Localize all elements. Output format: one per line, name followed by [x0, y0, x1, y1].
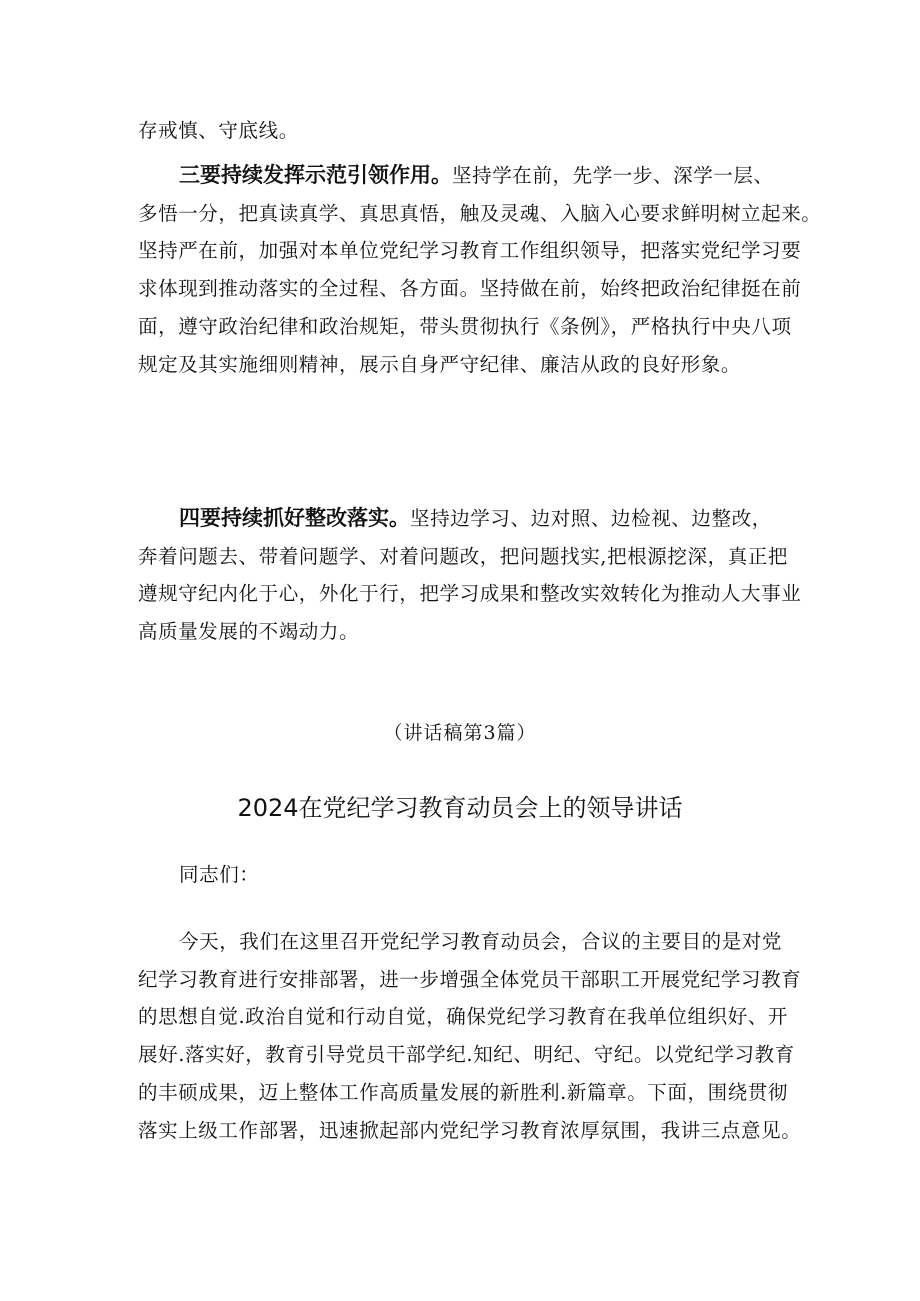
text-line: 奔着问题去、带着问题学、对着问题改，把问题找实,把根源挖深，真正把 [138, 544, 788, 568]
text-line: 纪学习教育进行安排部署，进一步增强全体党员干部职工开展党纪学习教育 [138, 967, 802, 991]
paragraph-heading: 四要持续抓好整改落实。 [179, 506, 410, 530]
text-line: 遵规守纪内化于心，外化于行，把学习成果和整改实效转化为推动人大事业 [138, 582, 802, 606]
text-line: 规定及其实施细则精神，展示自身严守纪律、廉洁从政的良好形象。 [138, 352, 742, 376]
text-line: 存戒慎、守底线。 [138, 119, 299, 142]
paragraph-three [138, 157, 822, 383]
paragraph-continued [138, 112, 800, 150]
text-line: 今天，我们在这里召开党纪学习教育动员会，合议的主要目的是对党 [179, 930, 783, 953]
text-line: 求体现到推动落实的全过程、各方面。坚持做在前，始终把政治纪律挺在前 [138, 277, 802, 301]
text-line: 展好.落实好，教育引导党员干部学纪.知纪、明纪、守纪。以党纪学习教育 [138, 1043, 795, 1067]
paragraph-intro [138, 923, 800, 1149]
text-line: 的思想自觉.政治自觉和行动自觉，确保党纪学习教育在我单位组织好、开 [138, 1005, 788, 1029]
paragraph-four [138, 500, 800, 651]
section-subtitle: （讲话稿第3篇） [383, 722, 537, 744]
text-line: 的丰硕成果，迈上整体工作高质量发展的新胜利.新篇章。下面，围绕贯彻 [138, 1080, 788, 1104]
salutation [138, 856, 800, 894]
text-span: 坚持学在前，先学一步、深学一层、 [452, 164, 774, 187]
text-span: 坚持边学习、边对照、边检视、边整改， [410, 507, 772, 530]
text-line: 坚持严在前，加强对本单位党纪学习教育工作组织领导，把落实党纪学习要 [138, 239, 802, 263]
text-line: 高质量发展的不竭动力。 [138, 620, 360, 644]
text-line: 落实上级工作部署，迅速掀起部内党纪学习教育浓厚氛围，我讲三点意见。 [138, 1118, 802, 1142]
text-line [138, 500, 800, 538]
page-title: 2024在党纪学习教育动员会上的领导讲话 [237, 794, 683, 822]
text-line: 面，遵守政治纪律和政治规矩，带头贯彻执行《条例》，严格执行中央八项 [138, 314, 792, 338]
text-line [138, 157, 800, 195]
text-line: 同志们： [179, 863, 260, 886]
paragraph-heading: 三要持续发挥示范引领作用。 [179, 163, 452, 187]
text-line: 多悟一分，把真读真学、真思真悟，触及灵魂、入脑入心要求鲜明树立起来。 [138, 201, 822, 225]
